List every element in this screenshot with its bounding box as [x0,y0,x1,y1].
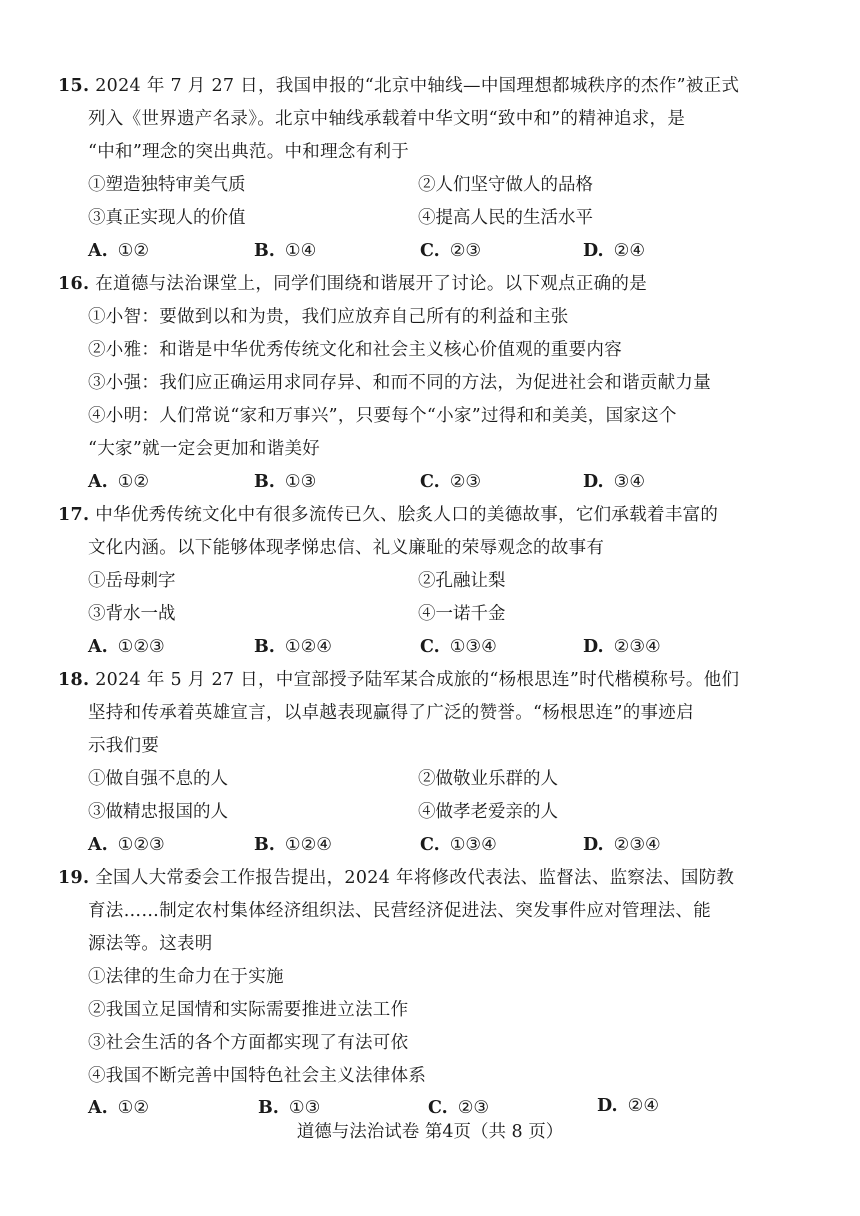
answer-d: D. ③④ [583,472,646,492]
question-number: 17. [58,505,90,525]
question-number: 18. [58,670,90,690]
statement-2: ②我国立足国情和实际需要推进立法工作 [88,1000,409,1020]
question-number: 15. [58,76,90,96]
answer-c: C. ②③ [428,1098,490,1118]
statement-1: ①小智：要做到以和为贵，我们应放弃自己所有的利益和主张 [88,307,569,327]
answer-b: B. ①③ [254,472,317,492]
statement-1: ①法律的生命力在于实施 [88,967,284,987]
question-text: 中华优秀传统文化中有很多流传已久、脍炙人口的美德故事，它们承载着丰富的 [95,505,719,525]
answer-d: D. ②③④ [583,637,661,657]
answer-d: D. ②③④ [583,835,661,855]
option-4: ④做孝老爱亲的人 [418,802,558,822]
question-number: 19. [58,868,90,888]
option-4: ④提高人民的生活水平 [418,208,593,228]
question-text: 2024 年 5 月 27 日，中宣部授予陆军某合成旅的“杨根思连”时代楷模称号。他们 [95,670,740,690]
answer-d: D. ②④ [597,1096,660,1116]
answer-b: B. ①④ [254,241,317,261]
question-text: 在道德与法治课堂上，同学们围绕和谐展开了讨论。以下观点正确的是 [95,274,648,294]
option-1: ①岳母刺字 [88,571,176,591]
question-text: 2024 年 7 月 27 日，我国申报的“北京中轴线—中国理想都城秩序的杰作”被正式 [95,76,740,96]
answer-a: A. ①②③ [88,637,165,657]
statement-2: ②小雅：和谐是中华优秀传统文化和社会主义核心价值观的重要内容 [88,340,622,360]
answer-c: C. ①③④ [420,637,497,657]
option-2: ②孔融让梨 [418,571,506,591]
answer-c: C. ②③ [420,472,482,492]
option-3: ③真正实现人的价值 [88,208,246,228]
answer-b: B. ①②④ [254,835,332,855]
page-footer: 道德与法治试卷 第4页（共 8 页） [296,1122,564,1142]
statement-4-cont: “大家”就一定会更加和谐美好 [88,439,321,459]
question-19-line-1 [58,866,734,890]
question-15-line-2: 列入《世界遗产名录》。北京中轴线承载着中华文明“致中和”的精神追求，是 [88,109,686,129]
question-18-line-2: 坚持和传承着英雄宣言，以卓越表现赢得了广泛的赞誉。“杨根思连”的事迹启 [88,703,694,723]
answer-c: C. ①③④ [420,835,497,855]
question-18-line-3: 示我们要 [88,736,160,756]
answer-a: A. ①② [88,1098,150,1118]
answer-a: A. ①② [88,472,150,492]
statement-4: ④我国不断完善中国特色社会主义法律体系 [88,1066,427,1086]
statement-4: ④小明：人们常说“家和万事兴”，只要每个“小家”过得和和美美，国家这个 [88,406,677,426]
question-16-line-1 [58,272,647,296]
answer-d: D. ②④ [583,241,646,261]
option-1: ①做自强不息的人 [88,769,228,789]
answer-a: A. ①②③ [88,835,165,855]
question-15-line-1 [58,74,739,98]
question-number: 16. [58,274,90,294]
question-17-line-1 [58,503,718,527]
option-3: ③做精忠报国的人 [88,802,228,822]
question-17-line-2: 文化内涵。以下能够体现孝悌忠信、礼义廉耻的荣辱观念的故事有 [88,538,605,558]
answer-b: B. ①②④ [254,637,332,657]
statement-3: ③社会生活的各个方面都实现了有法可依 [88,1033,409,1053]
answer-a: A. ①② [88,241,150,261]
option-2: ②人们坚守做人的品格 [418,175,593,195]
answer-b: B. ①③ [258,1098,321,1118]
question-18-line-1 [58,668,739,692]
question-text: 全国人大常委会工作报告提出，2024 年将修改代表法、监督法、监察法、国防教 [95,868,735,888]
answer-c: C. ②③ [420,241,482,261]
question-19-line-3: 源法等。这表明 [88,934,213,954]
statement-3: ③小强：我们应正确运用求同存异、和而不同的方法，为促进社会和谐贡献力量 [88,373,711,393]
option-2: ②做敬业乐群的人 [418,769,558,789]
option-1: ①塑造独特审美气质 [88,175,246,195]
question-15-line-3: “中和”理念的突出典范。中和理念有利于 [88,142,410,162]
option-4: ④一诺千金 [418,604,506,624]
question-19-line-2: 育法……制定农村集体经济组织法、民营经济促进法、突发事件应对管理法、能 [88,901,711,921]
option-3: ③背水一战 [88,604,176,624]
